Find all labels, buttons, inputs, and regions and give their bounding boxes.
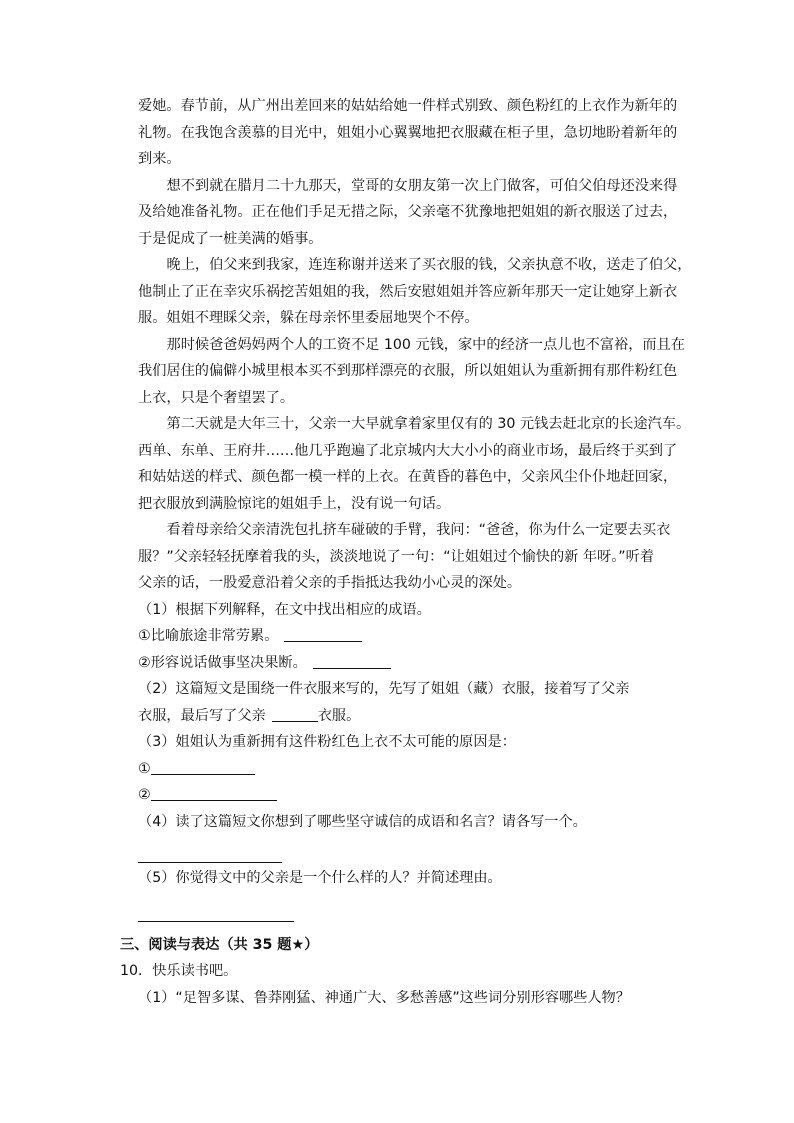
questions (138, 597, 678, 922)
answer-blank[interactable] (151, 786, 277, 801)
question-text: 衣服。 (317, 707, 361, 724)
question-2a: （2）这篇短文是围绕一件衣服来写的，先写了姐姐（藏）衣服，接着写了父亲 (138, 681, 630, 697)
question-text: ②形容说话做事坚决果断。 (138, 654, 307, 671)
story-paragraph-2 (138, 173, 678, 253)
answer-blank[interactable] (151, 760, 255, 775)
text-line: 服？”父亲轻轻抚摩着我的头，淡淡地说了一句：“让姐姐过个愉快的新 年呀。”听着 (138, 548, 655, 565)
story-paragraph-4 (138, 332, 685, 412)
text-line: 及给她准备礼物。正在他们手足无措之际，父亲毫不犹豫地把姐姐的新衣服送了过去， (138, 204, 678, 220)
text-line: 想不到就在腊月二十九那天，堂哥的女朋友第一次上门做客，可伯父伯母还没来得 (166, 177, 678, 194)
question-text: 衣服，最后写了父亲 (138, 707, 266, 724)
question-text: ①比喻旅途非常劳累。 (138, 628, 279, 644)
answer-blank[interactable] (272, 707, 318, 722)
text-line: 礼物。在我饱含羡慕的目光中，姐姐小心翼翼地把衣服藏在柜子里，急切地盼着新年的 (138, 124, 678, 141)
text-line: 晚上，伯父来到我家，连连称谢并送来了买衣服的钱，父亲执意不收，送走了伯父， (166, 257, 692, 273)
question-3a (138, 756, 678, 783)
text-line: 爱她。春节前，从广州出差回来的姑姑给她一件样式别致、颜色粉红的上衣作为新年的 (138, 98, 678, 114)
text-line: 我们居住的偏僻小城里根本买不到那样漂亮的衣服，所以姐姐认为重新拥有那件粉红色 (138, 363, 678, 379)
question-5: （5）你觉得文中的父亲是一个什么样的人？并简述理由。 (138, 870, 502, 886)
answer-line[interactable] (138, 920, 294, 922)
text-line: 和姑姑送的样式、颜色都一模一样的上衣。在黄昏的暮色中，父亲风尘仆仆地赶回家， (138, 469, 678, 485)
text-line: 到来。 (138, 151, 181, 167)
story-paragraph-6 (138, 517, 678, 597)
story-paragraph-1 (138, 93, 678, 173)
document-body (120, 93, 692, 1011)
list-marker: ① (138, 760, 151, 777)
text-line: 看着母亲给父亲清洗包扎挤车碰破的手臂，我问：“爸爸，你为什么一定要去买衣 (166, 522, 671, 538)
text-line: 那时候爸爸妈妈两个人的工资不足 100 元钱，家中的经济一点儿也不富裕，而且在 (166, 336, 685, 353)
text-line: 父亲的话，一股爱意沿着父亲的手指抵达我幼小心灵的深处。 (138, 575, 522, 591)
text-line: 把衣服放到满脸惊诧的姐姐手上，没有说一句话。 (138, 495, 451, 512)
answer-blank[interactable] (284, 627, 362, 642)
answer-blank[interactable] (313, 654, 391, 669)
question-1a (138, 623, 678, 650)
text-line: 于是促成了一桩美满的婚事。 (138, 230, 323, 247)
text-line: 他制止了正在幸灾乐祸挖苦姐姐的我，然后安慰姐姐并答应新年那天一定让她穿上新衣 (138, 283, 678, 300)
question-3b (138, 782, 678, 809)
question-1b (138, 650, 678, 677)
question-1: （1）根据下列解释，在文中找出相应的成语。 (138, 601, 431, 618)
section-title: 三、阅读与表达（共 35 题★） (120, 936, 319, 953)
text-line: 第二天就是大年三十，父亲一大早就拿着家里仅有的 30 元钱去赶北京的长途汽车。 (166, 416, 691, 432)
question-10: 10．快乐读书吧。 (120, 963, 238, 979)
question-4: （4）读了这篇短文你想到了哪些坚守诚信的成语和名言？请各写一个。 (138, 813, 587, 830)
text-line: 服。姐姐不理睬父亲，躲在母亲怀里委屈地哭个不停。 (138, 310, 479, 326)
question-2b (138, 703, 678, 730)
question-10-1: （1）“足智多谋、鲁莽刚猛、神通广大、多愁善感”这些词分别形容哪些人物？ (138, 989, 630, 1006)
question-3: （3）姐姐认为重新拥有这件粉红色上衣不太可能的原因是： (138, 734, 516, 750)
text-line: 上衣，只是个奢望罢了。 (138, 389, 295, 406)
answer-line[interactable] (138, 861, 282, 863)
story-paragraph-5 (138, 411, 691, 517)
list-marker: ② (138, 787, 151, 803)
text-line: 西单、东单、王府井……他几乎跑遍了北京城内大大小小的商业市场，最后终于买到了 (138, 442, 678, 459)
story-paragraph-3 (138, 252, 692, 332)
